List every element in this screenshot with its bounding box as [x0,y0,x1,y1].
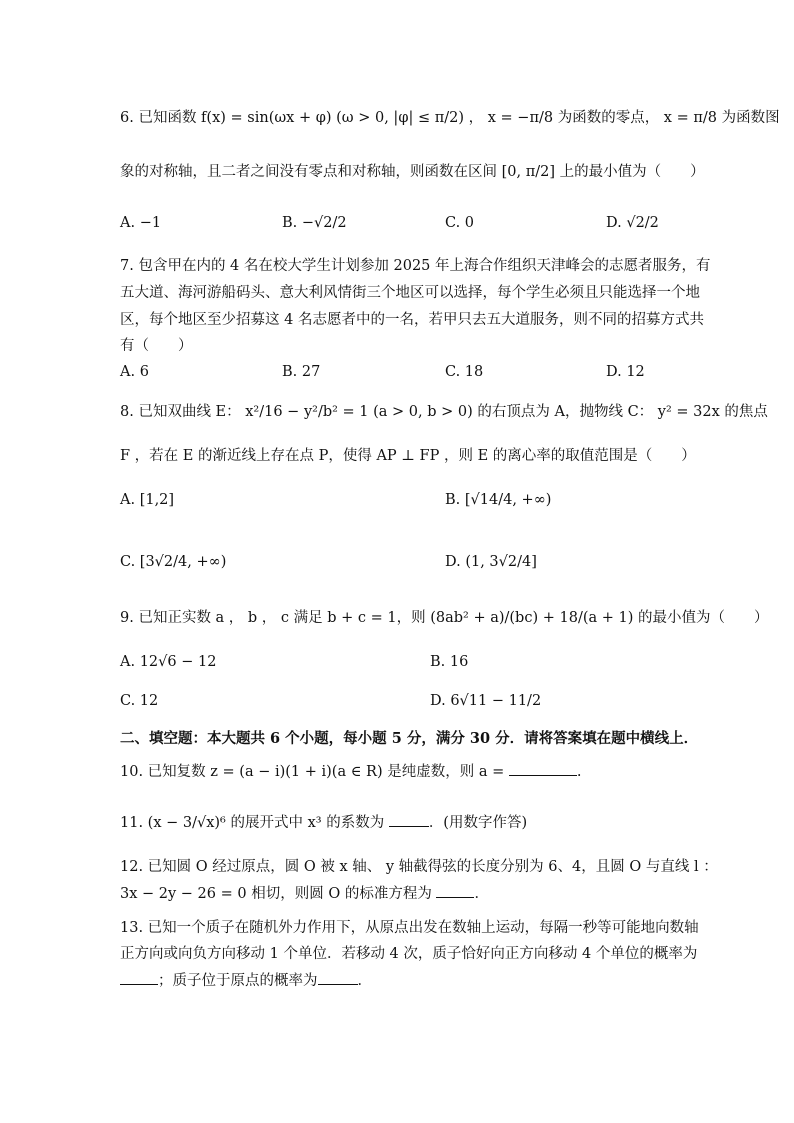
q9-option-c: C. 12 [120,693,159,709]
question-8-line-2: F ，若在 E 的渐近线上存在点 P，使得 AP ⊥ FP ，则 E 的离心率的取值范围是（ ） [120,448,696,464]
q13-text: ；质子位于原点的概率为 [158,973,318,989]
section-2-heading: 二、填空题：本大题共 6 个小题，每小题 5 分，满分 30 分．请将答案填在题中横线上． [120,730,699,747]
q9-option-a: A. 12√6 − 12 [120,654,217,670]
question-10 [120,761,581,782]
question-7-line-4: 有（ ） [120,338,193,354]
q13-answer-blank-2 [318,970,358,985]
q8-option-d: D. (1, 3√2/4] [445,554,537,570]
q8-option-a: A. [1,2] [120,492,175,508]
q13-end: ． [357,973,372,989]
q7-option-d: D. 12 [606,364,645,380]
q12-end: ． [474,886,489,902]
q9-option-b: B. 16 [430,654,469,670]
q10-end: . [576,764,582,780]
question-13-line-3 [120,970,372,991]
q13-answer-blank-1 [120,970,158,985]
q8-option-b: B. [√14/4, +∞) [445,492,552,508]
question-13-line-1: 13. 已知一个质子在随机外力作用下，从原点出发在数轴上运动，每隔一秒等可能地向数轴 [120,920,699,936]
q10-text: 10. 已知复数 z = (a − i)(1 + i)(a ∈ R) 是纯虚数，则 a = [120,764,505,780]
q6-text-part2: ， x = −π/8 为函数的零点， x = π/8 为函数图 [468,110,780,126]
question-7-line-3: 区，每个地区至少招募这 4 名志愿者中的一名，若甲只去五大道服务，则不同的招募方式共 [120,312,704,328]
q12-answer-blank [436,883,474,898]
q11-answer-blank [389,812,429,827]
q11-number: 11. [120,815,144,831]
question-6-line-1 [120,108,780,128]
q6-option-a: A. −1 [120,215,162,231]
q9-option-d: D. 6√11 − 11/2 [430,693,542,709]
q10-answer-blank [509,761,577,776]
question-13-line-2: 正方向或向负方向移动 1 个单位．若移动 4 次，质子恰好向正方向移动 4 个单位的概率为 [120,946,698,962]
q6-option-d: D. √2/2 [606,215,659,231]
q11-text: (x − 3/√x)⁶ 的展开式中 x³ 的系数为 [147,815,385,831]
question-7-line-2: 五大道、海河游船码头、意大利风情街三个地区可以选择，每个学生必须且只能选择一个地 [120,285,700,301]
q6-text-part1: 6. 已知函数 f(x) = sin(ωx + φ) [120,110,332,126]
q7-option-b: B. 27 [282,364,321,380]
q12-text: 3x − 2y − 26 = 0 相切，则圆 O 的标准方程为 [120,886,432,902]
question-12-line-2 [120,883,489,904]
q7-option-c: C. 18 [445,364,484,380]
q11-end: ．(用数字作答) [428,815,528,831]
q6-option-b: B. −√2/2 [282,215,347,231]
question-8-line-1: 8. 已知双曲线 E： x²/16 − y²/b² = 1 (a > 0, b > 0) 的右顶点为 A，抛物线 C： y² = 32x 的焦点 [120,404,768,420]
q8-option-c: C. [3√2/4, +∞) [120,554,227,570]
question-7-line-1: 7. 包含甲在内的 4 名在校大学生计划参加 2025 年上海合作组织天津峰会的志愿者服务，有 [120,258,711,274]
q6-condition: (ω > 0, |φ| ≤ π/2) [336,110,465,126]
q6-option-c: C. 0 [445,215,475,231]
q7-option-a: A. 6 [120,364,149,380]
question-9-line-1: 9. 已知正实数 a ， b ， c 满足 b + c = 1，则 (8ab² + a)/(bc) + 18/(a + 1) 的最小值为（ ） [120,610,769,626]
question-6-line-2: 象的对称轴，且二者之间没有零点和对称轴，则函数在区间 [0, π/2] 上的最小值为（ ） [120,164,705,180]
question-12-line-1: 12. 已知圆 O 经过原点，圆 O 被 x 轴、 y 轴截得弦的长度分别为 6、4，且圆 O 与直线 l ： [120,859,718,875]
question-11 [120,812,527,833]
